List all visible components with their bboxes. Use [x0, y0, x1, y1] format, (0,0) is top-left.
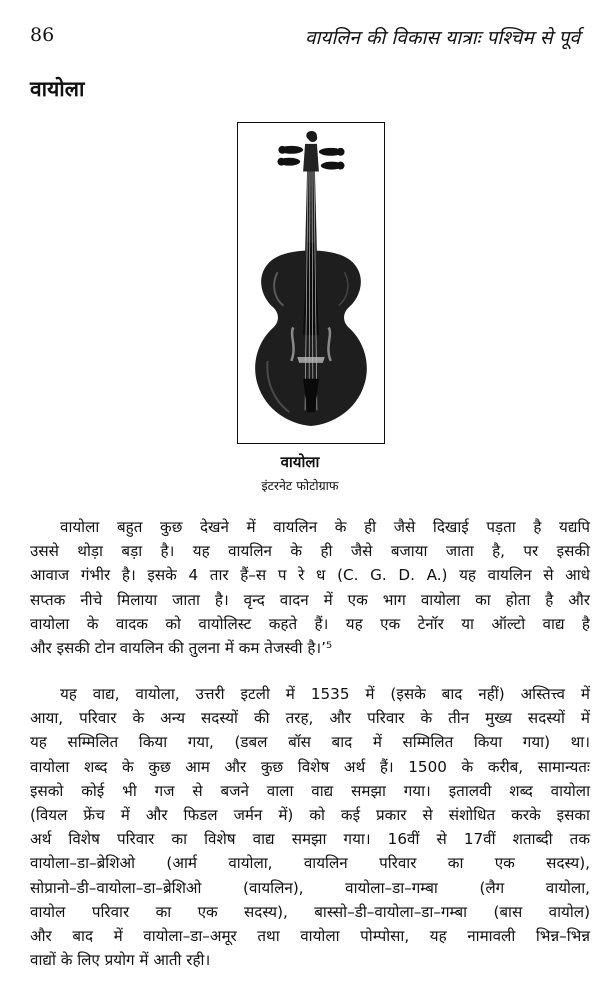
paragraph-line: यह सम्मिलित किया गया, (डबल बॉस बाद में सम्मिलित किया गया) था।	[30, 733, 590, 752]
paragraph-1	[30, 515, 590, 660]
paragraph-line: वाद्यों के लिए प्रयोग में आती रही।	[30, 951, 211, 970]
figure-credit: इंटरनेट फोटोग्राफ	[261, 478, 339, 493]
paragraph-line: और इसकी टोन वायलिन की तुलना में कम तेजस्वी है।’⁵	[30, 638, 333, 657]
paragraph-line: वायोल परिवार का एक सदस्य), बास्सो–डी–वायोला–डा–गम्बा (बास वायोल)	[30, 902, 590, 921]
paragraph-line: यह वाद्य, वायोला, उत्तरी इटली में 1535 में (इसके बाद नहीं) अस्तित्त्व में	[60, 685, 590, 703]
paragraph-line: आवाज गंभीर है। इसके 4 तार हैं–स प रे ध (C. G. D. A.) यह वायलिन से आधे	[30, 566, 590, 585]
paragraph-line: (वियल फ्रेंच में और फिडल जर्मन में) को कई प्रकार से संशोधित करके इसका	[30, 805, 590, 824]
paragraph-line: और बाद में वायोला–डा–अमूर तथा वायोला पोम्पोसा, यह नामावली भिन्न–भिन्न	[30, 926, 590, 945]
paragraph-line: वायोला–डा–ब्रेशिओ (आर्म वायोला, वायलिन परिवार का एक सदस्य),	[30, 854, 590, 873]
chapter-title: वायलिन की विकास यात्राः पश्चिम से पूर्व	[304, 27, 580, 49]
paragraph-line: वायोला शब्द के कुछ आम और कुछ विशेष अर्थ हैं। 1500 के करीब, सामान्यतः	[30, 757, 590, 776]
page-number: 86	[30, 24, 55, 46]
paragraph-line: सप्तक नीचे मिलाया जाता है। वृन्द वादन में एक भाग वायोला का होता है और	[30, 590, 590, 609]
section-heading: वायोला	[30, 77, 85, 101]
paragraph-line: वायोला बहुत कुछ देखने में वायलिन के ही जैसे दिखाई पड़ता है यद्यपि	[60, 518, 590, 536]
paragraph-2	[30, 682, 590, 972]
paragraph-line: वायोला के वादक को वायोलिस्ट कहते हैं। यह एक टेनॉर या ऑल्टो वाद्य है	[30, 614, 590, 633]
paragraph-line: सोप्रानो–डी–वायोला–डा–ब्रेशिओ (वायलिन), वायोला–डा–गम्बा (लैग वायोला,	[30, 878, 590, 897]
paragraph-line: अर्थ विशेष परिवार का विशेष वाद्य समझा गया। 16वीं से 17वीं शताब्दी तक	[30, 830, 590, 849]
viola-illustration-icon	[238, 123, 384, 443]
running-head	[30, 24, 580, 50]
figure-caption: वायोला	[280, 453, 320, 471]
paragraph-line: इसको कोई भी गज से बजने वाला वाद्य समझा गया। इतालवी शब्द वायोला	[30, 781, 590, 800]
paragraph-line: उससे थोड़ा बड़ा है। यह वायलिन के ही जैसे बजाया जाता है, पर इसकी	[30, 542, 590, 561]
paragraph-line: आया, परिवार के अन्य सदस्यों की तरह, और परिवार के तीन मुख्य सदस्यों में	[30, 709, 590, 728]
viola-figure	[237, 122, 385, 444]
